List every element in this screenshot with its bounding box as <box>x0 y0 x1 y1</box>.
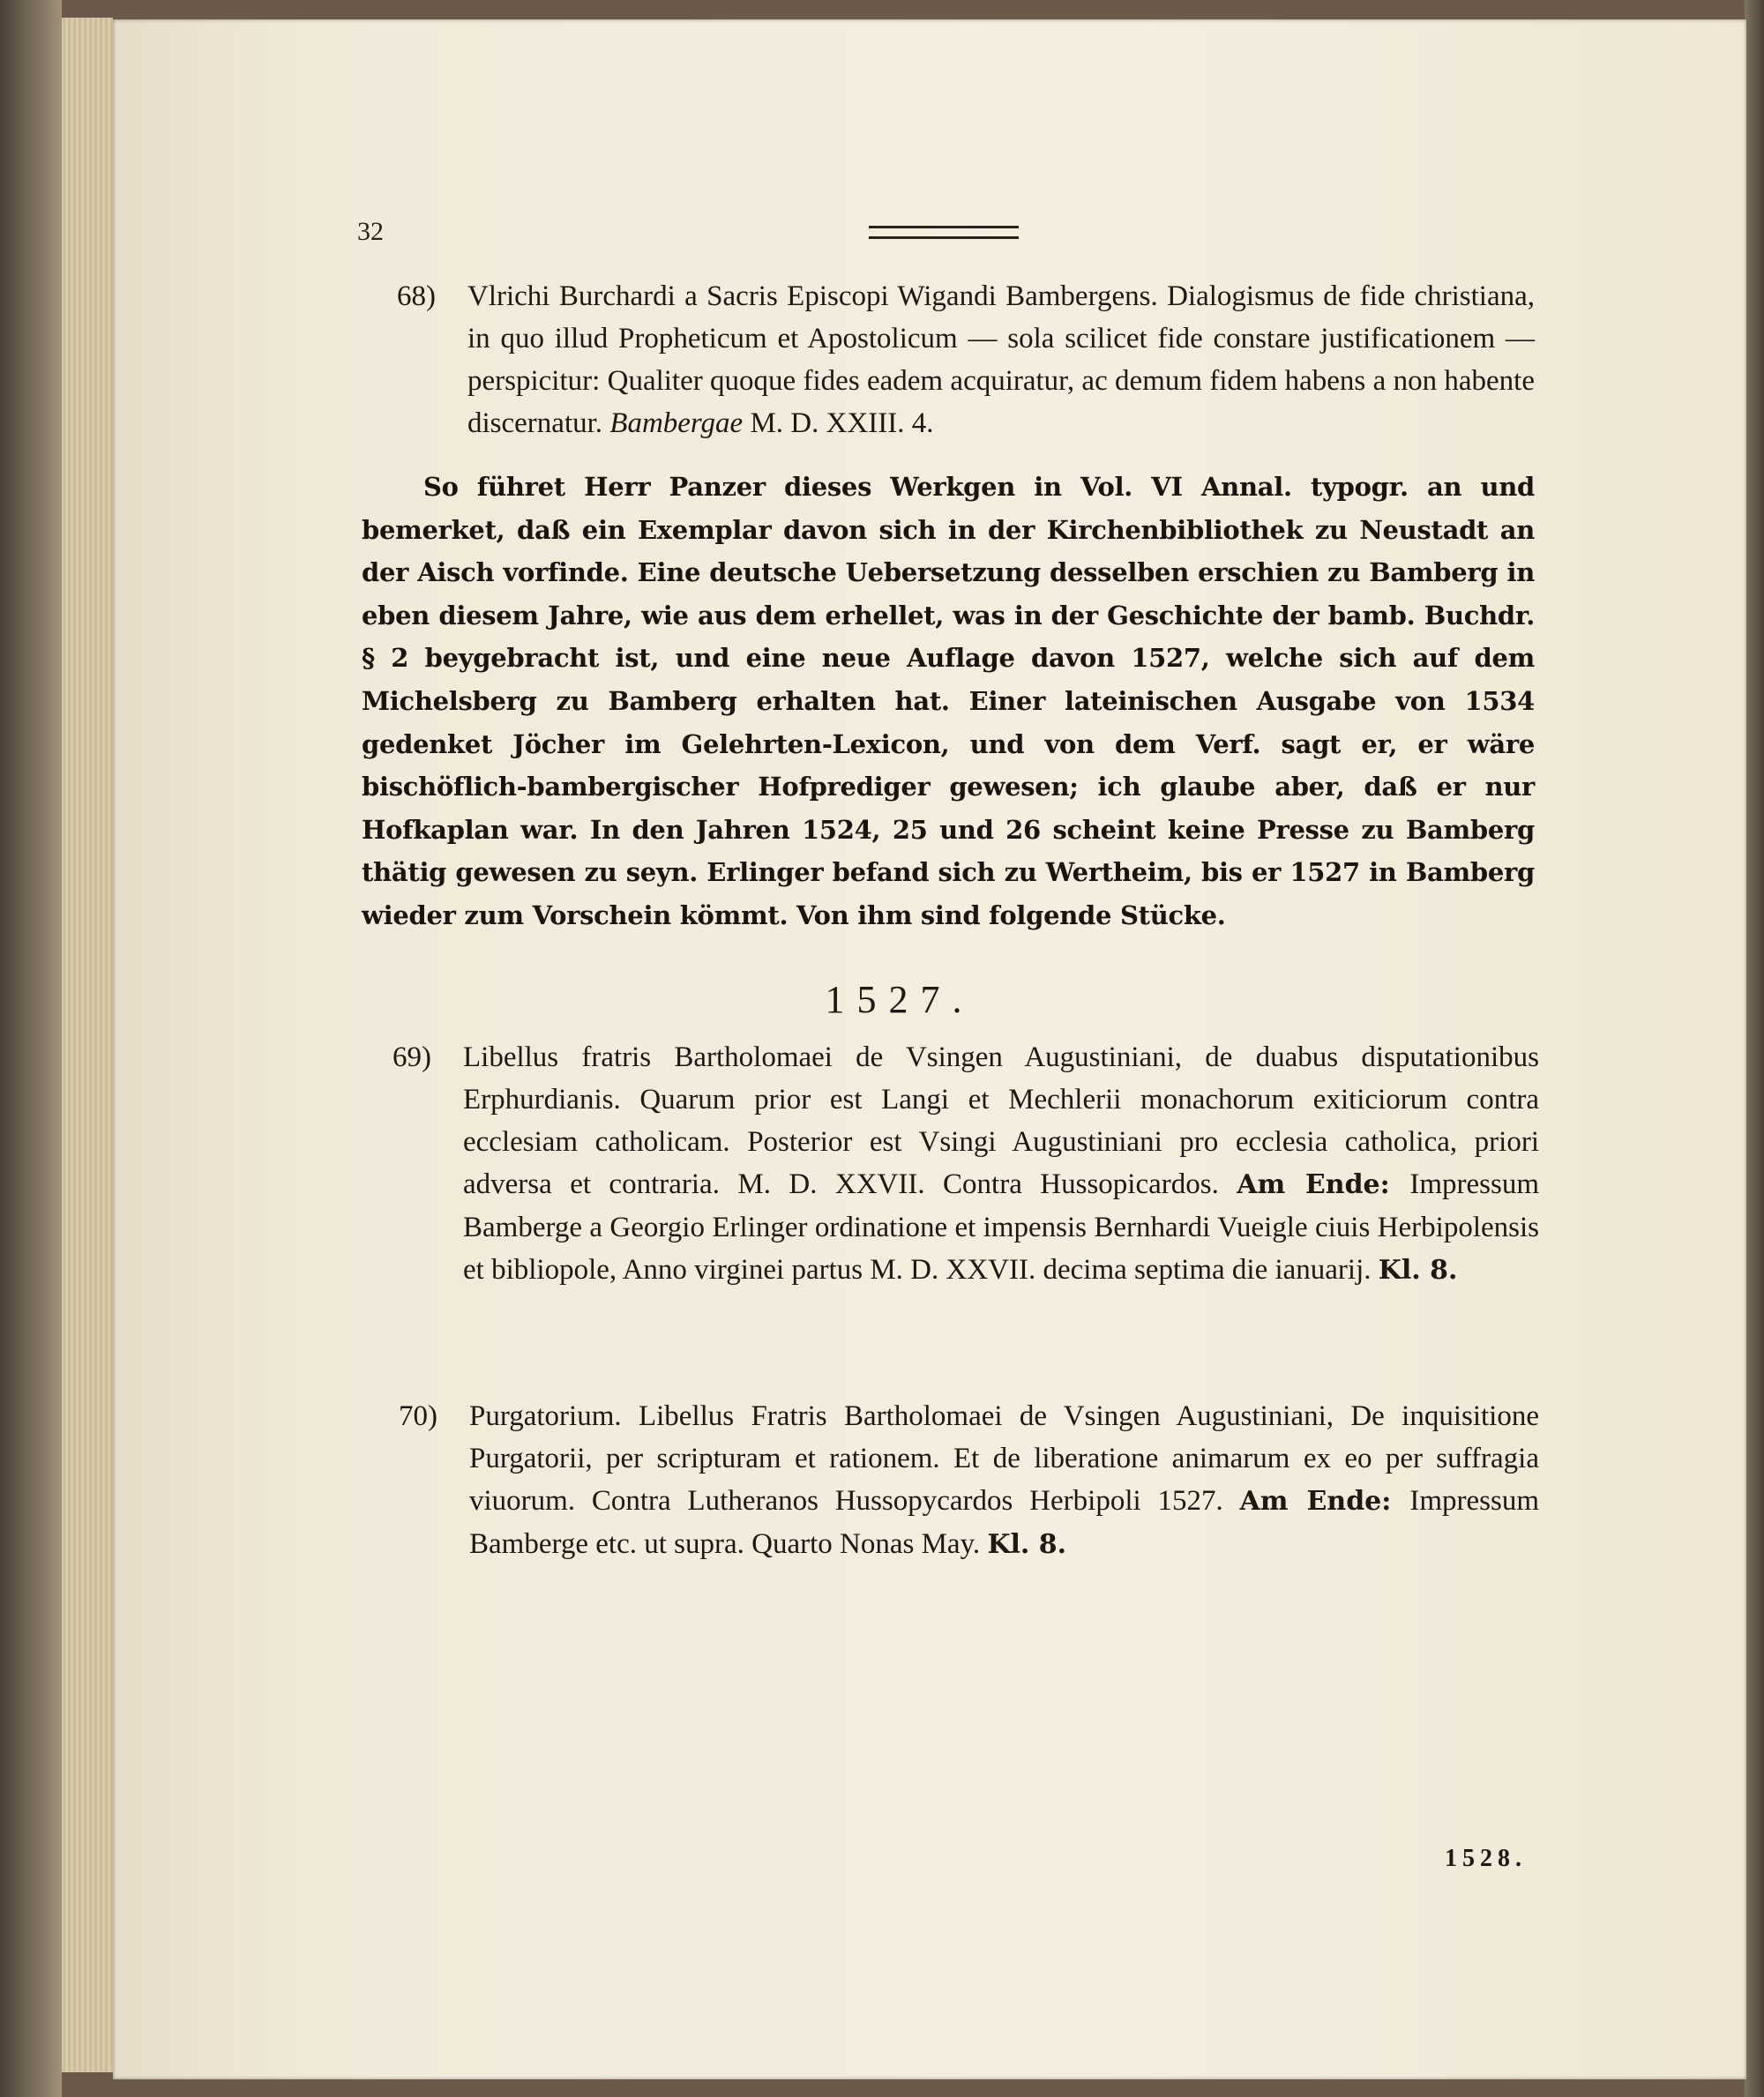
entry-69 <box>392 1036 1539 1292</box>
entry-format: Kl. 8. <box>1378 1255 1458 1286</box>
entry-number: 70) <box>399 1400 437 1432</box>
entry-text: Libellus fratris Bartholomaei de Vsingen Augustiniani, de duabus disputationibus Erphurdianis. Quarum prior est Langi et Mechlerii monachorum exiticiorum contra ecclesiam catholicam. Posterior est Vsingi Augustiniani pro ecclesia catholica, priori adversa et contraria. M. D. XXVII. Contra Hussopicardos. <box>463 1041 1539 1200</box>
entry-number: 69) <box>392 1041 431 1073</box>
entry-text: Purgatorium. Libellus Fratris Bartholomaei de Vsingen Augustiniani, De inquisitione Purgatorii, per scripturam et rationem. Et de liberatione animarum ex eo per suffragia viuorum. Contra Lutheranos Hussopycardos Herbipoli 1527. <box>469 1400 1539 1517</box>
catchword: 1528. <box>1445 1845 1527 1872</box>
entry-68 <box>397 275 1535 444</box>
entry-text: Vlrichi Burchardi a Sacris Episcopi Wigandi Bambergens. Dialogismus de fide christiana, in quo illud Propheticum et Apostolicum — sola scilicet fide constare justificationem — perspicitur: Qualiter quoque fides eadem acquiratur, ac demum fidem habens a non habente discernatur. <box>467 280 1535 439</box>
book-cover-left <box>0 0 62 2097</box>
end-label: Am Ende: <box>1239 1486 1410 1517</box>
entry-format: Kl. 8. <box>987 1529 1067 1560</box>
entry-imprint: M. D. XXIII. 4. <box>750 407 934 439</box>
entry-colophon: Impressum Bamberge etc. ut supra. Quarto Nonas May. <box>469 1485 1539 1560</box>
page-edges <box>62 18 113 2072</box>
commentary-paragraph: So führet Herr Panzer dieses Werkgen in Vol. VI Annal. typogr. an und bemerket, daß ein Exemplar davon sich in der Kirchenbibliothek zu Neustadt an der Aisch vorfinde. Eine deutsche Uebersetzung desselben erschien zu Bamberg in eben diesem Jahre, wie aus dem erhellet, was in der Geschichte der bamb. Buchdr. § 2 beygebracht ist, und eine neue Auflage davon 1527, welche sich auf dem Michelsberg zu Bamberg erhalten hat. Einer lateinischen Ausgabe von 1534 gedenket Jöcher im Gelehrten-Lexicon, und von dem Verf. sagt er, er wäre bischöflich-bambergischer Hofprediger gewesen; ich glaube aber, daß er nur Hofkaplan war. In den Jahren 1524, 25 und 26 scheint keine Presse zu Bamberg thätig gewesen zu seyn. Erlinger befand sich zu Wertheim, bis er 1527 in Bamberg wieder zum Vorschein kömmt. Von ihm sind folgende Stücke. <box>362 472 1535 930</box>
book-cover-right <box>1745 0 1764 2097</box>
entry-place: Bambergae <box>609 407 751 439</box>
page-number: 32 <box>357 217 384 246</box>
header-rule <box>869 226 1019 239</box>
entry-number: 68) <box>397 280 436 312</box>
entry-70 <box>399 1395 1539 1566</box>
year-heading: 1527. <box>825 978 975 1021</box>
end-label: Am Ende: <box>1237 1169 1410 1200</box>
entry-colophon: Impressum Bamberge a Georgio Erlinger ordinatione et impensis Bernhardi Vueigle ciuis Herbipolensis et bibliopole, Anno virginei partus M. D. XXVII. decima septima die ianuarij. <box>463 1168 1539 1286</box>
